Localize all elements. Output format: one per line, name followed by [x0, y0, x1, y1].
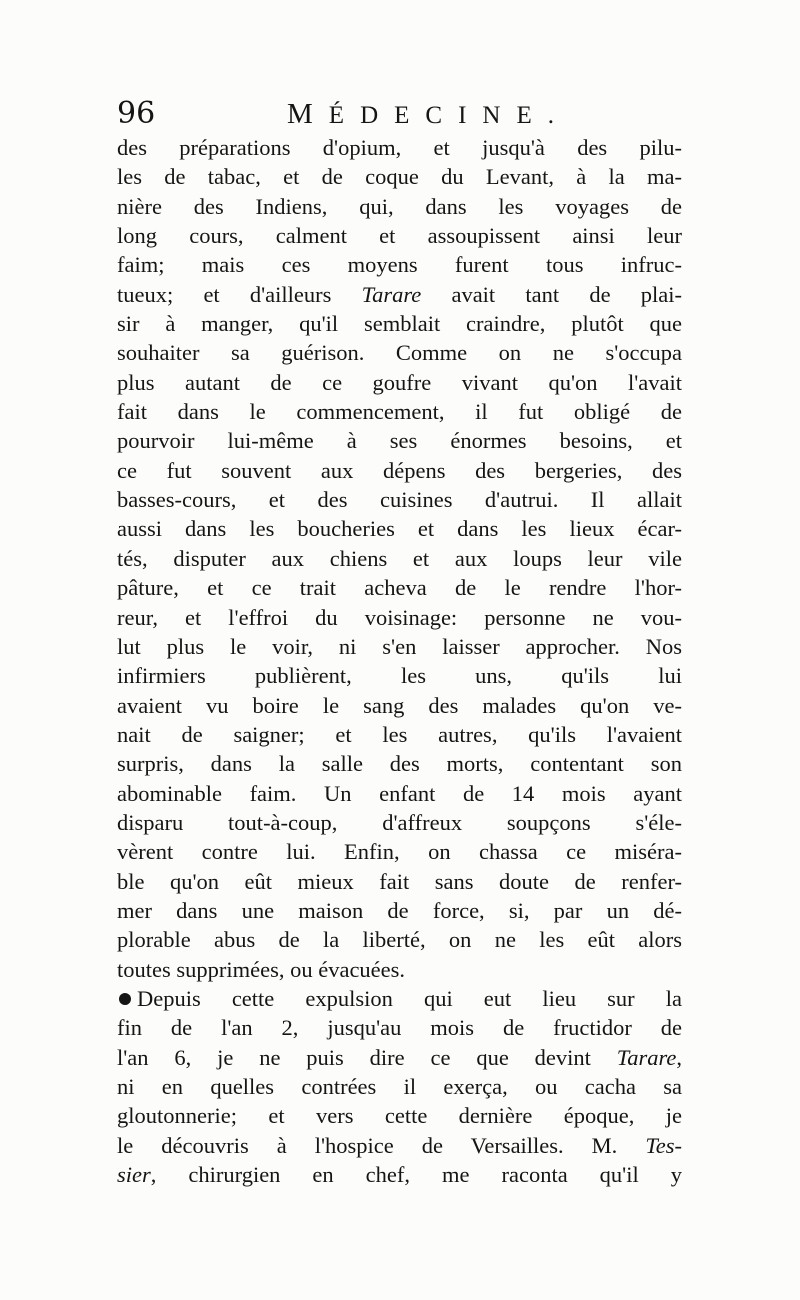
page-header	[117, 94, 682, 134]
running-head	[287, 94, 570, 136]
text-line: mer dans une maison de force, si, par un dé-	[117, 897, 682, 923]
body-text	[117, 133, 682, 1189]
text-line: basses-cours, et des cuisines d'autrui. Il allait	[117, 487, 682, 513]
text-segment: tueux; et d'ailleurs	[117, 281, 332, 307]
text-line: souhaiter sa guérison. Comme on ne s'occupa	[117, 340, 682, 366]
text-line: ni en quelles contrées il exerça, ou cacha sa	[117, 1074, 682, 1099]
name-tessier: Tes-	[645, 1132, 682, 1158]
text-line: pourvoir lui-même à ses énormes besoins, et	[117, 428, 682, 454]
name-tessier: sier	[117, 1162, 151, 1188]
text-line: faim; mais ces moyens furent tous infruc-	[117, 252, 682, 278]
text-line: infirmiers publièrent, les uns, qu'ils lui	[117, 663, 682, 689]
text-line: fin de l'an 2, jusqu'au mois de fructidor de	[117, 1015, 682, 1041]
text-line: pâture, et ce trait acheva de le rendre l'hor-	[117, 575, 682, 601]
running-head-cap: M	[287, 98, 329, 130]
text-line	[117, 280, 682, 309]
text-line: fait dans le commencement, il fut obligé de	[117, 399, 682, 425]
text-line: surpris, dans la salle des morts, contentant son	[117, 751, 682, 777]
text-line: disparu tout-à-coup, d'affreux soupçons s'éle-	[117, 809, 682, 835]
text-line: nière des Indiens, qui, dans les voyages de	[117, 193, 682, 219]
name-tarare: Tarare	[616, 1044, 677, 1070]
text-line: nait de saigner; et les autres, qu'ils l'avaient	[117, 721, 682, 747]
text-segment: ,	[150, 1162, 157, 1188]
text-line: gloutonnerie; et vers cette dernière époque, je	[117, 1103, 682, 1129]
text-line: long cours, calment et assoupissent ainsi leur	[117, 223, 682, 249]
text-segment: l'an 6, je ne puis dire ce que devint	[117, 1044, 591, 1070]
text-line	[117, 984, 682, 1013]
text-line	[117, 1043, 682, 1072]
text-line: sir à manger, qu'il semblait craindre, plutôt que	[117, 311, 682, 337]
text-line	[117, 1160, 682, 1189]
text-line: lut plus le voir, ni s'en laisser approcher. Nos	[117, 633, 682, 659]
text-segment: Depuis cette expulsion qui eut lieu sur la	[137, 985, 682, 1011]
text-line: aussi dans les boucheries et dans les lieux écar-	[117, 516, 682, 542]
text-segment: le découvris à l'hospice de Versailles. M.	[117, 1132, 618, 1158]
text-line: ble qu'on eût mieux fait sans doute de renfer-	[117, 868, 682, 894]
text-line: des préparations d'opium, et jusqu'à des pilu-	[117, 135, 682, 160]
text-line: ce fut souvent aux dépens des bergeries, des	[117, 457, 682, 483]
running-head-rest: ÉDECINE.	[328, 102, 570, 129]
text-line: tés, disputer aux chiens et aux loups leur vile	[117, 545, 682, 571]
text-line: avaient vu boire le sang des malades qu'on ve-	[117, 692, 682, 718]
text-segment: ,	[676, 1044, 682, 1070]
text-segment: avait tant de plai-	[421, 281, 682, 307]
text-line: toutes supprimées, ou évacuées.	[117, 956, 406, 982]
paragraph-mark-icon	[119, 993, 131, 1005]
text-line: abominable faim. Un enfant de 14 mois ayant	[117, 780, 682, 806]
text-line: plorable abus de la liberté, on ne les eût alors	[117, 927, 682, 953]
text-line: vèrent contre lui. Enfin, on chassa ce miséra-	[117, 839, 682, 865]
text-line	[117, 1131, 682, 1160]
text-line: les de tabac, et de coque du Levant, à la ma-	[117, 164, 682, 190]
text-line: plus autant de ce goufre vivant qu'on l'avait	[117, 369, 682, 395]
name-tarare: Tarare	[361, 281, 422, 307]
text-segment: chirurgien en chef, me raconta qu'il y	[188, 1162, 682, 1188]
page-number: 96	[117, 96, 156, 131]
text-line: reur, et l'effroi du voisinage: personne ne vou-	[117, 604, 682, 630]
